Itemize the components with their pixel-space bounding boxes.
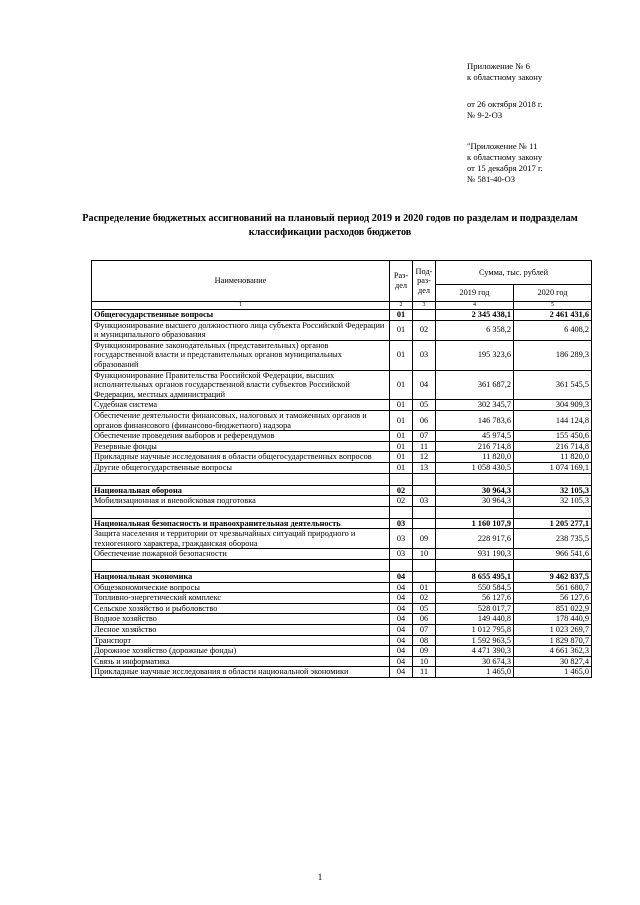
table-row <box>92 431 592 442</box>
cell-amount-2020: 304 909,3 <box>514 400 592 411</box>
cell-name: Обеспечение деятельности финансовых, налоговых и таможенных органов и органов финансового (финансово-бюджетного) надзора <box>92 410 390 430</box>
cell-section: 04 <box>390 656 413 667</box>
header-sum: Сумма, тыс. рублей <box>436 261 592 285</box>
cell-name: Национальная оборона <box>92 485 390 496</box>
annex-line: к областному закону <box>467 152 543 162</box>
cell-amount-2020: 56 127,6 <box>514 593 592 604</box>
cell-section: 01 <box>390 340 413 370</box>
cell-name: Функционирование высшего должностного лица субъекта Российской Федерации и муниципального образования <box>92 320 390 340</box>
cell-section: 01 <box>390 462 413 473</box>
cell-amount-2019: 1 012 795,8 <box>436 625 514 636</box>
cell-name: Общегосударственные вопросы <box>92 310 390 321</box>
cell-amount-2020: 966 541,6 <box>514 549 592 560</box>
empty-cell <box>514 560 592 572</box>
annex-line: Приложение № 6 <box>467 61 530 71</box>
spacer-row <box>92 560 592 572</box>
cell-amount-2020: 32 105,3 <box>514 496 592 507</box>
cell-amount-2020: 1 465,0 <box>514 667 592 678</box>
cell-name: Прикладные научные исследования в области общегосударственных вопросов <box>92 452 390 463</box>
cell-amount-2019: 56 127,6 <box>436 593 514 604</box>
table-row <box>92 320 592 340</box>
table-row <box>92 485 592 496</box>
cell-amount-2019: 30 964,3 <box>436 485 514 496</box>
cell-section: 02 <box>390 496 413 507</box>
table-row <box>92 370 592 400</box>
cell-amount-2020: 851 022,9 <box>514 603 592 614</box>
empty-cell <box>413 506 436 518</box>
cell-subsection: 06 <box>413 614 436 625</box>
header-year-2019: 2019 год <box>436 284 514 301</box>
cell-amount-2019: 1 592 963,5 <box>436 635 514 646</box>
cell-amount-2019: 302 345,7 <box>436 400 514 411</box>
cell-amount-2020: 561 680,7 <box>514 582 592 593</box>
cell-section: 02 <box>390 485 413 496</box>
cell-subsection: 05 <box>413 603 436 614</box>
empty-cell <box>514 473 592 485</box>
cell-name: Связь и информатика <box>92 656 390 667</box>
cell-amount-2020: 2 461 431,6 <box>514 310 592 321</box>
cell-amount-2019: 931 190,3 <box>436 549 514 560</box>
table-row <box>92 529 592 549</box>
annex-line: к областному закону <box>467 72 543 82</box>
cell-name: Функционирование Правительства Российской Федерации, высших исполнительных органов государственной власти субъектов Российской Федерации, местных администраций <box>92 370 390 400</box>
cell-subsection: 11 <box>413 441 436 452</box>
cell-amount-2020: 1 205 277,1 <box>514 518 592 529</box>
cell-amount-2019: 550 584,5 <box>436 582 514 593</box>
cell-subsection: 11 <box>413 667 436 678</box>
table-row <box>92 646 592 657</box>
table-row <box>92 310 592 321</box>
cell-name: Национальная экономика <box>92 572 390 583</box>
cell-subsection <box>413 572 436 583</box>
empty-cell <box>390 473 413 485</box>
cell-amount-2020: 216 714,8 <box>514 441 592 452</box>
cell-subsection: 04 <box>413 370 436 400</box>
cell-section: 04 <box>390 646 413 657</box>
cell-section: 01 <box>390 370 413 400</box>
cell-amount-2020: 361 545,5 <box>514 370 592 400</box>
cell-name: Прикладные научные исследования в области национальной экономики <box>92 667 390 678</box>
table-row <box>92 603 592 614</box>
cell-amount-2019: 149 440,8 <box>436 614 514 625</box>
empty-cell <box>436 560 514 572</box>
empty-cell <box>390 560 413 572</box>
cell-subsection: 09 <box>413 646 436 657</box>
annex-line: от 26 октября 2018 г. <box>467 99 543 109</box>
cell-amount-2020: 178 440,9 <box>514 614 592 625</box>
cell-amount-2019: 361 687,2 <box>436 370 514 400</box>
table-row <box>92 625 592 636</box>
cell-amount-2019: 8 655 495,1 <box>436 572 514 583</box>
cell-amount-2019: 4 471 390,3 <box>436 646 514 657</box>
col-number: 3 <box>413 302 436 310</box>
cell-name: Судебная система <box>92 400 390 411</box>
table-row <box>92 635 592 646</box>
table-body <box>92 310 592 678</box>
cell-name: Топливно-энергетический комплекс <box>92 593 390 604</box>
cell-amount-2020: 11 820,0 <box>514 452 592 463</box>
annex-header-1 <box>467 61 542 83</box>
cell-name: Обеспечение пожарной безопасности <box>92 549 390 560</box>
cell-section: 01 <box>390 431 413 442</box>
table-row <box>92 400 592 411</box>
cell-amount-2019: 1 058 430,5 <box>436 462 514 473</box>
table-row <box>92 572 592 583</box>
cell-subsection: 01 <box>413 582 436 593</box>
cell-amount-2019: 216 714,8 <box>436 441 514 452</box>
cell-section: 04 <box>390 593 413 604</box>
table-row <box>92 593 592 604</box>
empty-cell <box>436 473 514 485</box>
cell-name: Общеэкономические вопросы <box>92 582 390 593</box>
annex-header-1-date <box>467 99 543 121</box>
cell-amount-2020: 30 827,4 <box>514 656 592 667</box>
cell-section: 04 <box>390 614 413 625</box>
cell-subsection: 02 <box>413 593 436 604</box>
cell-amount-2019: 2 345 438,1 <box>436 310 514 321</box>
cell-amount-2020: 1 829 870,7 <box>514 635 592 646</box>
cell-amount-2020: 186 289,3 <box>514 340 592 370</box>
cell-name: Лесное хозяйство <box>92 625 390 636</box>
empty-cell <box>413 473 436 485</box>
annex-line: "Приложение № 11 <box>467 141 538 151</box>
table-row <box>92 441 592 452</box>
cell-amount-2020: 32 105,3 <box>514 485 592 496</box>
table-row <box>92 496 592 507</box>
table-row <box>92 549 592 560</box>
cell-subsection: 05 <box>413 400 436 411</box>
header-subsection: Под-раз-дел <box>413 261 436 302</box>
cell-amount-2019: 146 783,6 <box>436 410 514 430</box>
cell-amount-2020: 238 735,5 <box>514 529 592 549</box>
cell-subsection: 12 <box>413 452 436 463</box>
cell-amount-2020: 155 450,6 <box>514 431 592 442</box>
table-row <box>92 656 592 667</box>
cell-subsection <box>413 310 436 321</box>
cell-name: Мобилизационная и вневойсковая подготовка <box>92 496 390 507</box>
col-number: 1 <box>92 302 390 310</box>
table-row <box>92 410 592 430</box>
col-number: 5 <box>514 302 592 310</box>
cell-subsection: 09 <box>413 529 436 549</box>
cell-name: Защита населения и территории от чрезвычайных ситуаций природного и техногенного характера, гражданская оборона <box>92 529 390 549</box>
cell-amount-2019: 1 160 107,9 <box>436 518 514 529</box>
annex-line: от 15 декабря 2017 г. <box>467 163 543 173</box>
cell-name: Национальная безопасность и правоохранительная деятельность <box>92 518 390 529</box>
cell-amount-2019: 1 465,0 <box>436 667 514 678</box>
table-row <box>92 667 592 678</box>
page-number: 1 <box>317 872 323 882</box>
empty-cell <box>413 560 436 572</box>
cell-section: 04 <box>390 603 413 614</box>
cell-subsection: 03 <box>413 496 436 507</box>
cell-subsection: 03 <box>413 340 436 370</box>
cell-section: 03 <box>390 529 413 549</box>
cell-subsection: 07 <box>413 625 436 636</box>
empty-cell <box>514 506 592 518</box>
cell-name: Сельское хозяйство и рыболовство <box>92 603 390 614</box>
cell-amount-2019: 228 917,6 <box>436 529 514 549</box>
table-row <box>92 582 592 593</box>
cell-subsection: 06 <box>413 410 436 430</box>
empty-cell <box>92 473 390 485</box>
header-name: Наименование <box>92 261 390 302</box>
header-section: Раз-дел <box>390 261 413 302</box>
cell-amount-2019: 45 974,5 <box>436 431 514 442</box>
cell-name: Транспорт <box>92 635 390 646</box>
cell-name: Резервные фонды <box>92 441 390 452</box>
empty-cell <box>436 506 514 518</box>
cell-amount-2019: 30 964,3 <box>436 496 514 507</box>
cell-subsection: 13 <box>413 462 436 473</box>
annex-header-2 <box>467 141 543 185</box>
cell-section: 04 <box>390 582 413 593</box>
cell-section: 04 <box>390 625 413 636</box>
table-row <box>92 462 592 473</box>
empty-cell <box>92 506 390 518</box>
cell-amount-2019: 6 358,2 <box>436 320 514 340</box>
col-number: 2 <box>390 302 413 310</box>
cell-section: 04 <box>390 635 413 646</box>
empty-cell <box>390 506 413 518</box>
cell-section: 04 <box>390 572 413 583</box>
cell-amount-2020: 1 023 269,7 <box>514 625 592 636</box>
cell-section: 04 <box>390 667 413 678</box>
spacer-row <box>92 506 592 518</box>
cell-amount-2020: 4 661 362,3 <box>514 646 592 657</box>
cell-subsection <box>413 518 436 529</box>
annex-line: № 581-40-ОЗ <box>467 174 516 184</box>
table-row <box>92 518 592 529</box>
empty-cell <box>92 560 390 572</box>
cell-amount-2020: 144 124,8 <box>514 410 592 430</box>
cell-section: 03 <box>390 518 413 529</box>
cell-section: 01 <box>390 441 413 452</box>
cell-subsection: 08 <box>413 635 436 646</box>
cell-name: Обеспечение проведения выборов и референдумов <box>92 431 390 442</box>
cell-amount-2019: 528 017,7 <box>436 603 514 614</box>
cell-amount-2019: 11 820,0 <box>436 452 514 463</box>
cell-name: Другие общегосударственные вопросы <box>92 462 390 473</box>
budget-table <box>91 260 592 678</box>
cell-subsection <box>413 485 436 496</box>
cell-subsection: 02 <box>413 320 436 340</box>
cell-section: 03 <box>390 549 413 560</box>
cell-amount-2020: 1 074 169,1 <box>514 462 592 473</box>
cell-name: Дорожное хозяйство (дорожные фонды) <box>92 646 390 657</box>
cell-section: 01 <box>390 310 413 321</box>
cell-subsection: 07 <box>413 431 436 442</box>
cell-section: 01 <box>390 410 413 430</box>
col-number: 4 <box>436 302 514 310</box>
annex-line: № 9-2-ОЗ <box>467 110 503 120</box>
cell-amount-2020: 9 462 837,5 <box>514 572 592 583</box>
cell-name: Функционирование законодательных (представительных) органов государственной власти и представительных органов муниципальных образований <box>92 340 390 370</box>
document-title: Распределение бюджетных ассигнований на плановый период 2019 и 2020 годов по разделам и подразделам классификации расходов бюджетов <box>82 213 578 238</box>
cell-subsection: 10 <box>413 656 436 667</box>
cell-section: 01 <box>390 400 413 411</box>
cell-section: 01 <box>390 320 413 340</box>
table-row <box>92 452 592 463</box>
table-row <box>92 614 592 625</box>
cell-amount-2019: 195 323,6 <box>436 340 514 370</box>
spacer-row <box>92 473 592 485</box>
cell-name: Водное хозяйство <box>92 614 390 625</box>
cell-amount-2019: 30 674,3 <box>436 656 514 667</box>
cell-subsection: 10 <box>413 549 436 560</box>
cell-amount-2020: 6 408,2 <box>514 320 592 340</box>
cell-section: 01 <box>390 452 413 463</box>
table-row <box>92 340 592 370</box>
header-year-2020: 2020 год <box>514 284 592 301</box>
